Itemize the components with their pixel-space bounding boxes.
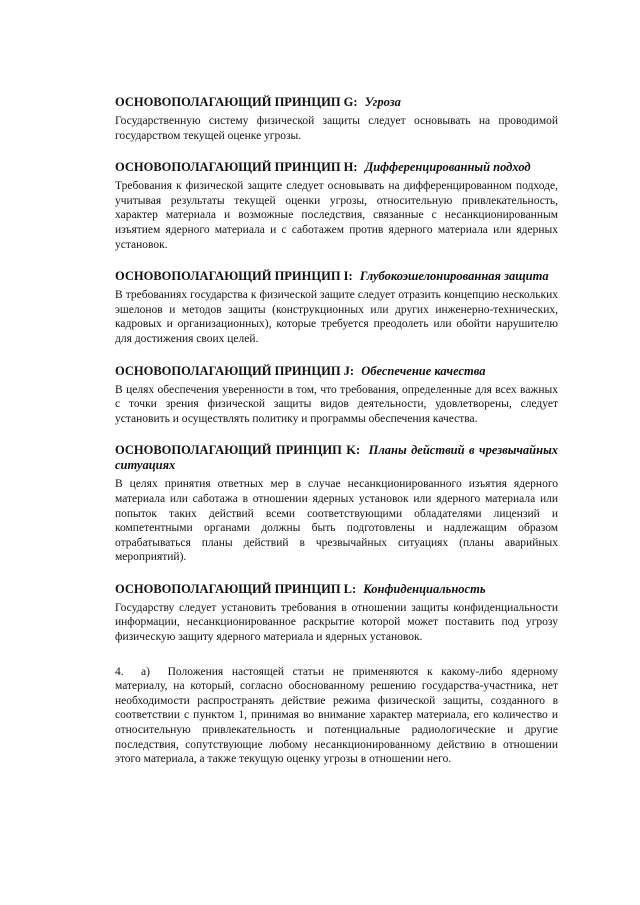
principle-text: Государственную систему физической защиты следует основывать на проводимой государством текущей оценке угрозы. bbox=[115, 115, 558, 142]
principle-text: В требованиях государства к физической защите следует отразить концепцию нескольких эшелонов и методов защиты (конструкционных или других инженерно-технических, кадровых и организационных), которые требуется преодолеть или обойти нарушителю для достижения своих целей. bbox=[115, 289, 558, 345]
principle-text: В целях обеспечения уверенности в том, что требования, определенные для всех важных с точки зрения физической защиты видов деятельности, удовлетворены, следует установить и осуществлять политику и программы обеспечения качества. bbox=[115, 383, 558, 425]
principle-text: Государству следует установить требования в отношении защиты конфиденциальности информации, несанкционированное раскрытие которой может поставить под угрозу физическую защиту ядерного материала и ядерных установок. bbox=[115, 601, 558, 644]
principle-text: Требования к физической защите следует основывать на дифференцированном подходе, учитывая результаты текущей оценки угрозы, относительную привлекательность, характер материала и возможные последствия, связанные с несанкционированным изъятием ядерного материала и с саботажем против ядерного материала или ядерных установок. bbox=[115, 180, 558, 251]
principle-label: ОСНОВОПОЛАГАЮЩИЙ ПРИНЦИП K: bbox=[115, 443, 361, 458]
document-page bbox=[115, 95, 558, 767]
principle-label: ОСНОВОПОЛАГАЮЩИЙ ПРИНЦИП I: bbox=[115, 269, 353, 284]
principle-label: ОСНОВОПОЛАГАЮЩИЙ ПРИНЦИП L: bbox=[115, 581, 357, 596]
principle-title: Угроза bbox=[364, 95, 401, 109]
principle-g bbox=[115, 95, 558, 143]
principle-label: ОСНОВОПОЛАГАЮЩИЙ ПРИНЦИП H: bbox=[115, 160, 358, 175]
principle-heading bbox=[115, 95, 558, 110]
principle-title: Дифференцированный подход bbox=[364, 160, 531, 175]
principle-i bbox=[115, 269, 558, 346]
principle-heading bbox=[115, 160, 558, 175]
paragraph-number: 4. bbox=[115, 665, 124, 678]
principle-heading bbox=[115, 364, 558, 379]
principle-l bbox=[115, 582, 558, 645]
paragraph-text: Положения настоящей статьи не применяются к какому-либо ядерному материалу, на который, согласно обоснованному решению государства-участника, нет необходимости распространять действие режима физической защиты, созданного в соответствии с пунктом 1, принимая во внимание характер материала, его количество и относительную привлекательность и потенциальные радиологические и другие последствия, сопутствующие любому несанкционированному действию в отношении этого материала, а также текущую оценку угрозы в отношении него. bbox=[115, 665, 558, 766]
principle-h bbox=[115, 160, 558, 252]
principle-title: Конфиденциальность bbox=[363, 581, 486, 596]
principle-k bbox=[115, 443, 558, 565]
principle-title: Планы действий в чрезвычайных ситуациях bbox=[115, 443, 558, 473]
principle-label: ОСНОВОПОЛАГАЮЩИЙ ПРИНЦИП J: bbox=[115, 363, 355, 378]
principle-heading bbox=[115, 269, 558, 284]
principle-heading bbox=[115, 443, 558, 473]
principle-title: Глубокоэшелонированная защита bbox=[359, 269, 549, 284]
principle-title: Обеспечение качества bbox=[361, 363, 486, 378]
principle-heading bbox=[115, 582, 558, 597]
subparagraph-letter: a) bbox=[141, 665, 150, 678]
principle-label: ОСНОВОПОЛАГАЮЩИЙ ПРИНЦИП G: bbox=[115, 95, 358, 109]
principle-j bbox=[115, 364, 558, 427]
paragraph-4 bbox=[115, 665, 558, 767]
principle-text: В целях принятия ответных мер в случае несанкционированного изъятия ядерного материала или саботажа в отношении ядерных установок или ядерного материала или попыток таких действий всеми соответствующими обладателями лицензий и компетентными органами должны быть подготовлены и надлежащим образом отрабатываться планы действий в чрезвычайных ситуациях (планы аварийных мероприятий). bbox=[115, 478, 558, 564]
